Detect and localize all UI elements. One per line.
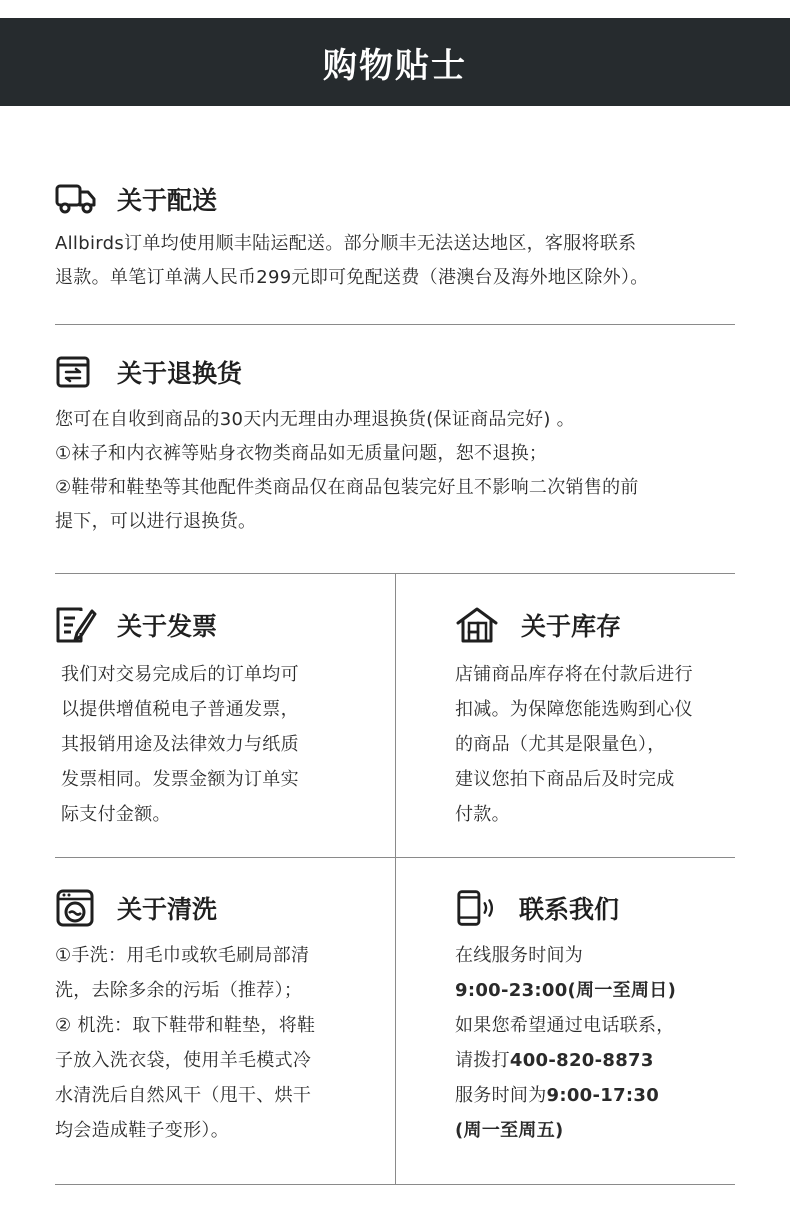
return-box-icon	[55, 354, 99, 390]
delivery-title: 关于配送	[117, 186, 218, 215]
inventory-section	[455, 605, 745, 832]
washing-text	[55, 938, 345, 1148]
divider	[55, 857, 735, 858]
invoice-section	[55, 605, 345, 832]
inventory-heading	[455, 605, 745, 645]
inventory-title: 关于库存	[521, 612, 622, 641]
delivery-line: Allbirds订单均使用顺丰陆运配送。部分顺丰无法送达地区，客服将联系	[55, 233, 637, 254]
contact-phone-label: 如果您希望通过电话联系，	[455, 1015, 675, 1036]
delivery-line: 退款。单笔订单满人民币299元即可免配送费（港澳台及海外地区除外）。	[55, 267, 649, 288]
dial-prefix: 请拨打	[455, 1050, 510, 1071]
contact-text	[455, 938, 745, 1148]
phone-call-icon	[455, 890, 499, 926]
inventory-line: 店铺商品库存将在付款后进行	[455, 664, 693, 685]
washing-line: ①手洗：用毛巾或软毛刷局部清	[55, 945, 310, 966]
column-divider	[395, 573, 396, 1185]
washing-line: 子放入洗衣袋，使用羊毛模式冷	[55, 1050, 312, 1071]
inventory-line: 的商品（尤其是限量色），	[455, 734, 666, 755]
contact-heading	[455, 888, 745, 928]
washing-machine-icon	[55, 890, 99, 926]
returns-text	[55, 403, 735, 539]
inventory-line: 付款。	[455, 804, 510, 825]
washing-line: ② 机洗：取下鞋带和鞋垫，将鞋	[55, 1015, 316, 1036]
divider	[55, 324, 735, 325]
invoice-edit-icon	[55, 607, 99, 643]
invoice-text	[55, 657, 345, 832]
warehouse-icon	[455, 607, 499, 643]
page-banner	[0, 18, 790, 106]
contact-dial-line	[455, 1043, 745, 1078]
returns-line: 您可在自收到商品的30天内无理由办理退换货(保证商品完好) 。	[55, 409, 575, 430]
washing-section	[55, 888, 345, 1148]
washing-heading	[55, 888, 345, 928]
washing-title: 关于清洗	[117, 895, 218, 924]
washing-line: 洗，去除多余的污垢（推荐）；	[55, 980, 303, 1001]
returns-title: 关于退换货	[117, 359, 243, 388]
phone-number[interactable]: 400-820-8873	[509, 1050, 654, 1071]
delivery-heading	[55, 179, 735, 219]
invoice-heading	[55, 605, 345, 645]
invoice-line: 发票相同。发票金额为订单实	[61, 769, 299, 790]
phone-hours-days: (周一至周五)	[455, 1120, 564, 1141]
contact-online-hours: 9:00-23:00(周一至周日)	[455, 980, 677, 1001]
returns-heading	[55, 352, 735, 392]
contact-title: 联系我们	[519, 895, 620, 924]
returns-line: ①袜子和内衣裤等贴身衣物类商品如无质量问题，恕不退换；	[55, 443, 548, 464]
phone-hours: 9:00-17:30	[546, 1085, 660, 1106]
contact-section	[455, 888, 745, 1148]
inventory-line: 建议您拍下商品后及时完成	[455, 769, 675, 790]
invoice-line: 以提供增值税电子普通发票，	[61, 699, 299, 720]
washing-line: 均会造成鞋子变形）。	[55, 1120, 229, 1141]
contact-hours-line	[455, 1078, 745, 1113]
contact-online-label: 在线服务时间为	[455, 945, 584, 966]
inventory-line: 扣减。为保障您能选购到心仪	[455, 699, 693, 720]
delivery-section	[55, 179, 735, 295]
page-title: 购物贴士	[323, 45, 467, 86]
invoice-line: 我们对交易完成后的订单均可	[61, 664, 299, 685]
returns-line: ②鞋带和鞋垫等其他配件类商品仅在商品包装完好且不影响二次销售的前	[55, 477, 639, 498]
invoice-line: 其报销用途及法律效力与纸质	[61, 734, 299, 755]
returns-line: 提下，可以进行退换货。	[55, 511, 257, 532]
invoice-title: 关于发票	[117, 612, 218, 641]
truck-icon	[55, 181, 99, 217]
returns-section	[55, 352, 735, 539]
hours-prefix: 服务时间为	[455, 1085, 547, 1106]
divider	[55, 1184, 735, 1185]
inventory-text	[455, 657, 745, 832]
washing-line: 水清洗后自然风干（甩干、烘干	[55, 1085, 312, 1106]
invoice-line: 际支付金额。	[61, 804, 171, 825]
delivery-text	[55, 227, 735, 295]
